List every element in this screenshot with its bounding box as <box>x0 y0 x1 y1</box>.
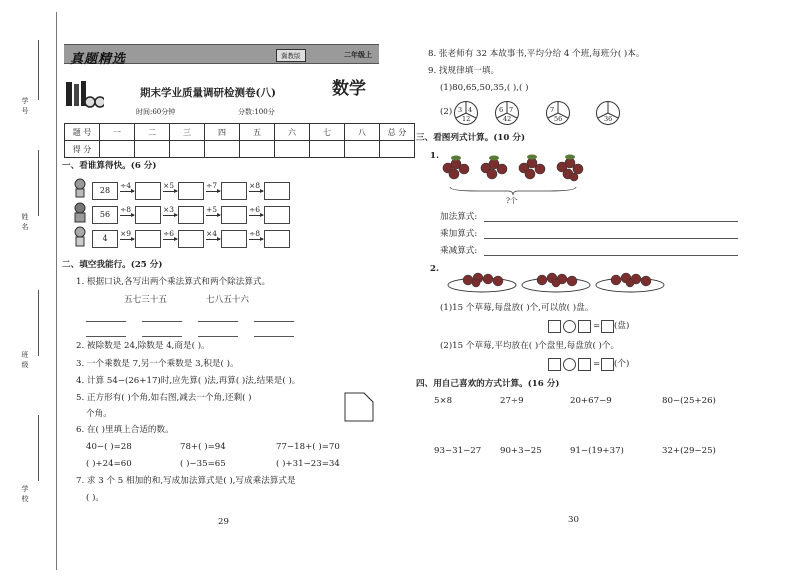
answer-box[interactable] <box>135 182 161 200</box>
gutter-field-student-id <box>38 40 39 100</box>
pie-value: 3 <box>458 106 463 114</box>
addition-answer-line[interactable] <box>484 221 738 222</box>
square-cut-figure <box>344 392 374 422</box>
page-number-left: 29 <box>218 517 229 527</box>
arrow-icon <box>163 239 177 240</box>
arrow-icon <box>249 215 263 216</box>
answer-line[interactable] <box>198 321 238 322</box>
addition-label: 加法算式: <box>440 212 478 222</box>
score-header-cell: 五 <box>240 124 275 141</box>
mul-sub-answer-line[interactable] <box>484 255 738 256</box>
arrow-icon <box>206 239 220 240</box>
books-glasses-icon <box>64 80 104 110</box>
question-7: 7. 求 3 个 5 相加的和,写成加法算式是( ),写成乘法算式是 <box>76 476 296 486</box>
score-cell[interactable] <box>380 141 415 158</box>
answer-line[interactable] <box>86 321 126 322</box>
answer-square[interactable] <box>548 358 561 371</box>
score-cell[interactable] <box>345 141 380 158</box>
arrow-icon <box>120 191 134 192</box>
chain-op: +5 <box>206 205 218 214</box>
gutter-label-name: 姓名 <box>21 213 29 231</box>
score-header-cell: 七 <box>310 124 345 141</box>
answer-line[interactable] <box>142 321 182 322</box>
answer-box[interactable] <box>221 230 247 248</box>
answer-box[interactable] <box>178 206 204 224</box>
pattern-circle <box>495 101 519 125</box>
s3-question-2: 2. <box>430 264 439 274</box>
question-4: 4. 计算 54−(26+17)时,应先算( )法,再算( )法,结果是( )。 <box>76 376 301 386</box>
chain-op: ÷7 <box>206 181 218 190</box>
calc-expression: 91−(19+37) <box>570 446 624 456</box>
calc-expression: 90+3−25 <box>500 446 542 456</box>
operator-circle[interactable] <box>563 358 576 371</box>
section-1-heading: 一、看谁算得快。(6 分) <box>62 161 157 171</box>
chain-op: ×3 <box>163 205 175 214</box>
child-figure-icon <box>72 226 88 248</box>
unit-plates: (盘) <box>614 321 630 331</box>
pattern-circle <box>454 101 478 125</box>
exam-points: 分数:100分 <box>238 108 275 116</box>
pie-value: 36 <box>604 115 613 123</box>
fill-equation: 77−18+( )=70 <box>276 442 340 452</box>
exam-time: 时间:60分钟 <box>136 108 176 116</box>
answer-box[interactable] <box>178 182 204 200</box>
score-table <box>64 123 415 158</box>
answer-box[interactable] <box>221 182 247 200</box>
calc-expression: 27÷9 <box>500 396 524 406</box>
answer-square[interactable] <box>601 358 614 371</box>
chain-op: ÷6 <box>249 205 261 214</box>
arrow-icon <box>163 215 177 216</box>
score-cell[interactable] <box>205 141 240 158</box>
gutter-label-school: 学校 <box>21 485 29 503</box>
answer-box[interactable] <box>264 182 290 200</box>
question-3: 3. 一个乘数是 7,另一个乘数是 3,积是( )。 <box>76 359 239 369</box>
child-figure-icon <box>72 178 88 198</box>
score-cell[interactable] <box>275 141 310 158</box>
pattern-pies-label: (2) <box>440 107 453 117</box>
score-cell[interactable] <box>170 141 205 158</box>
score-header-cell: 一 <box>100 124 135 141</box>
question-7-cont: ( )。 <box>86 493 105 503</box>
question-1: 1. 根据口诀,各写出两个乘法算式和两个除法算式。 <box>76 277 271 287</box>
calc-expression: 93−31−27 <box>434 446 482 456</box>
calc-expression: 20+67−9 <box>570 396 612 406</box>
arrow-icon <box>163 191 177 192</box>
mul-sub-label: 乘减算式: <box>440 246 478 256</box>
mnemonic-a: 五七三十五 <box>124 295 167 305</box>
chain-start-box: 28 <box>92 182 118 200</box>
exam-title: 期末学业质量调研检测卷(八) <box>140 87 276 99</box>
question-2: 2. 被除数是 24,除数是 4,商是( )。 <box>76 341 210 351</box>
operator-circle[interactable] <box>563 320 576 333</box>
chain-start-box: 56 <box>92 206 118 224</box>
gutter-label-class: 班级 <box>21 351 29 369</box>
question-5: 5. 正方形有( )个角,如右图,减去一个角,还剩( ) <box>76 393 252 403</box>
arrow-icon <box>249 191 263 192</box>
arrow-icon <box>120 215 134 216</box>
answer-line[interactable] <box>254 321 294 322</box>
chain-op: ×8 <box>249 181 261 190</box>
calc-expression: 5×8 <box>434 396 453 406</box>
chain-op: ×5 <box>163 181 175 190</box>
pie-value: 56 <box>554 115 563 123</box>
question-6: 6. 在( )里填上合适的数。 <box>76 425 174 435</box>
chain-op: ÷6 <box>163 229 175 238</box>
mul-add-answer-line[interactable] <box>484 238 738 239</box>
subject-title: 数学 <box>332 79 366 99</box>
question-8: 8. 张老师有 32 本故事书,平均分给 4 个班,每班分( )本。 <box>428 49 645 59</box>
arrow-icon <box>120 239 134 240</box>
answer-box[interactable] <box>264 206 290 224</box>
gutter-field-class <box>38 290 39 356</box>
chain-op: ×9 <box>120 229 132 238</box>
pattern-circle <box>546 101 570 125</box>
score-header-cell: 题 号 <box>65 124 100 141</box>
chain-start-box: 4 <box>92 230 118 248</box>
grade-label: 二年级上 <box>344 50 372 59</box>
answer-square[interactable] <box>601 320 614 333</box>
answer-line[interactable] <box>86 336 126 337</box>
chain-op: ÷8 <box>249 229 261 238</box>
answer-line[interactable] <box>198 336 238 337</box>
question-5-cont: 个角。 <box>86 409 112 419</box>
chain-op: ÷4 <box>120 181 132 190</box>
score-cell[interactable] <box>100 141 135 158</box>
pie-value: 42 <box>503 115 512 123</box>
mnemonic-b: 七八五十六 <box>206 295 249 305</box>
answer-box[interactable] <box>135 206 161 224</box>
pattern-sequence: (1)80,65,50,35,( ),( ) <box>440 83 529 93</box>
pie-value: 4 <box>468 106 473 114</box>
answer-box[interactable] <box>135 230 161 248</box>
calc-expression: 32+(29−25) <box>662 446 716 456</box>
pie-value: 12 <box>462 115 471 123</box>
gutter-field-name <box>38 150 39 216</box>
arrow-icon <box>206 215 220 216</box>
calc-expression: 80−(25+26) <box>662 396 716 406</box>
cat-figure-icon <box>72 202 88 224</box>
s3-question-1: 1. <box>430 151 439 161</box>
equals-sign: = <box>593 359 601 369</box>
header-banner-title: 真题精选 <box>70 52 127 67</box>
question-9: 9. 找规律填一填。 <box>428 66 500 76</box>
mul-add-label: 乘加算式: <box>440 229 478 239</box>
gutter-field-school <box>38 415 39 481</box>
brace-icon <box>448 186 578 196</box>
answer-box[interactable] <box>178 230 204 248</box>
score-row-label: 得 分 <box>65 141 100 158</box>
pie-value: 6 <box>499 106 504 114</box>
pattern-circle <box>596 101 620 125</box>
fill-equation: ( )−35=65 <box>180 459 226 469</box>
answer-box[interactable] <box>264 230 290 248</box>
page-number-right: 30 <box>568 515 579 525</box>
pie-value: 7 <box>509 106 514 114</box>
binding-line <box>56 12 57 570</box>
score-header-cell: 三 <box>170 124 205 141</box>
edition-badge: 冀教版 <box>276 49 306 62</box>
fill-equation: ( )+24=60 <box>86 459 132 469</box>
strawberry-clusters-image <box>440 150 590 186</box>
answer-line[interactable] <box>254 336 294 337</box>
arrow-icon <box>206 191 220 192</box>
score-header-cell: 六 <box>275 124 310 141</box>
answer-square[interactable] <box>548 320 561 333</box>
strawberry-plates-image <box>446 268 696 294</box>
fill-equation: 40−( )=28 <box>86 442 132 452</box>
gutter-label-student-id: 学号 <box>21 97 29 115</box>
unit-items: (个) <box>614 359 630 369</box>
score-header-cell: 八 <box>345 124 380 141</box>
arrow-icon <box>249 239 263 240</box>
section-4-heading: 四、用自己喜欢的方式计算。(16 分) <box>416 379 560 389</box>
pie-value: 7 <box>550 106 555 114</box>
score-cell[interactable] <box>240 141 275 158</box>
fill-equation: 78+( )=94 <box>180 442 226 452</box>
chain-op: ×4 <box>206 229 218 238</box>
score-header-cell: 四 <box>205 124 240 141</box>
answer-box[interactable] <box>221 206 247 224</box>
s3-q2-part-2: (2)15 个草莓,平均放在( )个盘里,每盘放( )个。 <box>440 341 620 351</box>
score-cell[interactable] <box>310 141 345 158</box>
total-count-label: ?个 <box>506 196 518 205</box>
answer-square[interactable] <box>578 358 591 371</box>
section-2-heading: 二、填空我能行。(25 分) <box>62 260 163 270</box>
answer-square[interactable] <box>578 320 591 333</box>
chain-op: ÷8 <box>120 205 132 214</box>
score-cell[interactable] <box>135 141 170 158</box>
score-header-cell: 总 分 <box>380 124 415 141</box>
section-3-heading: 三、看图列式计算。(10 分) <box>416 133 526 143</box>
score-header-cell: 二 <box>135 124 170 141</box>
fill-equation: ( )+31−23=34 <box>276 459 340 469</box>
s3-q2-part-1: (1)15 个草莓,每盘放( )个,可以放( )盘。 <box>440 303 594 313</box>
equals-sign: = <box>593 321 601 331</box>
answer-line[interactable] <box>142 336 182 337</box>
